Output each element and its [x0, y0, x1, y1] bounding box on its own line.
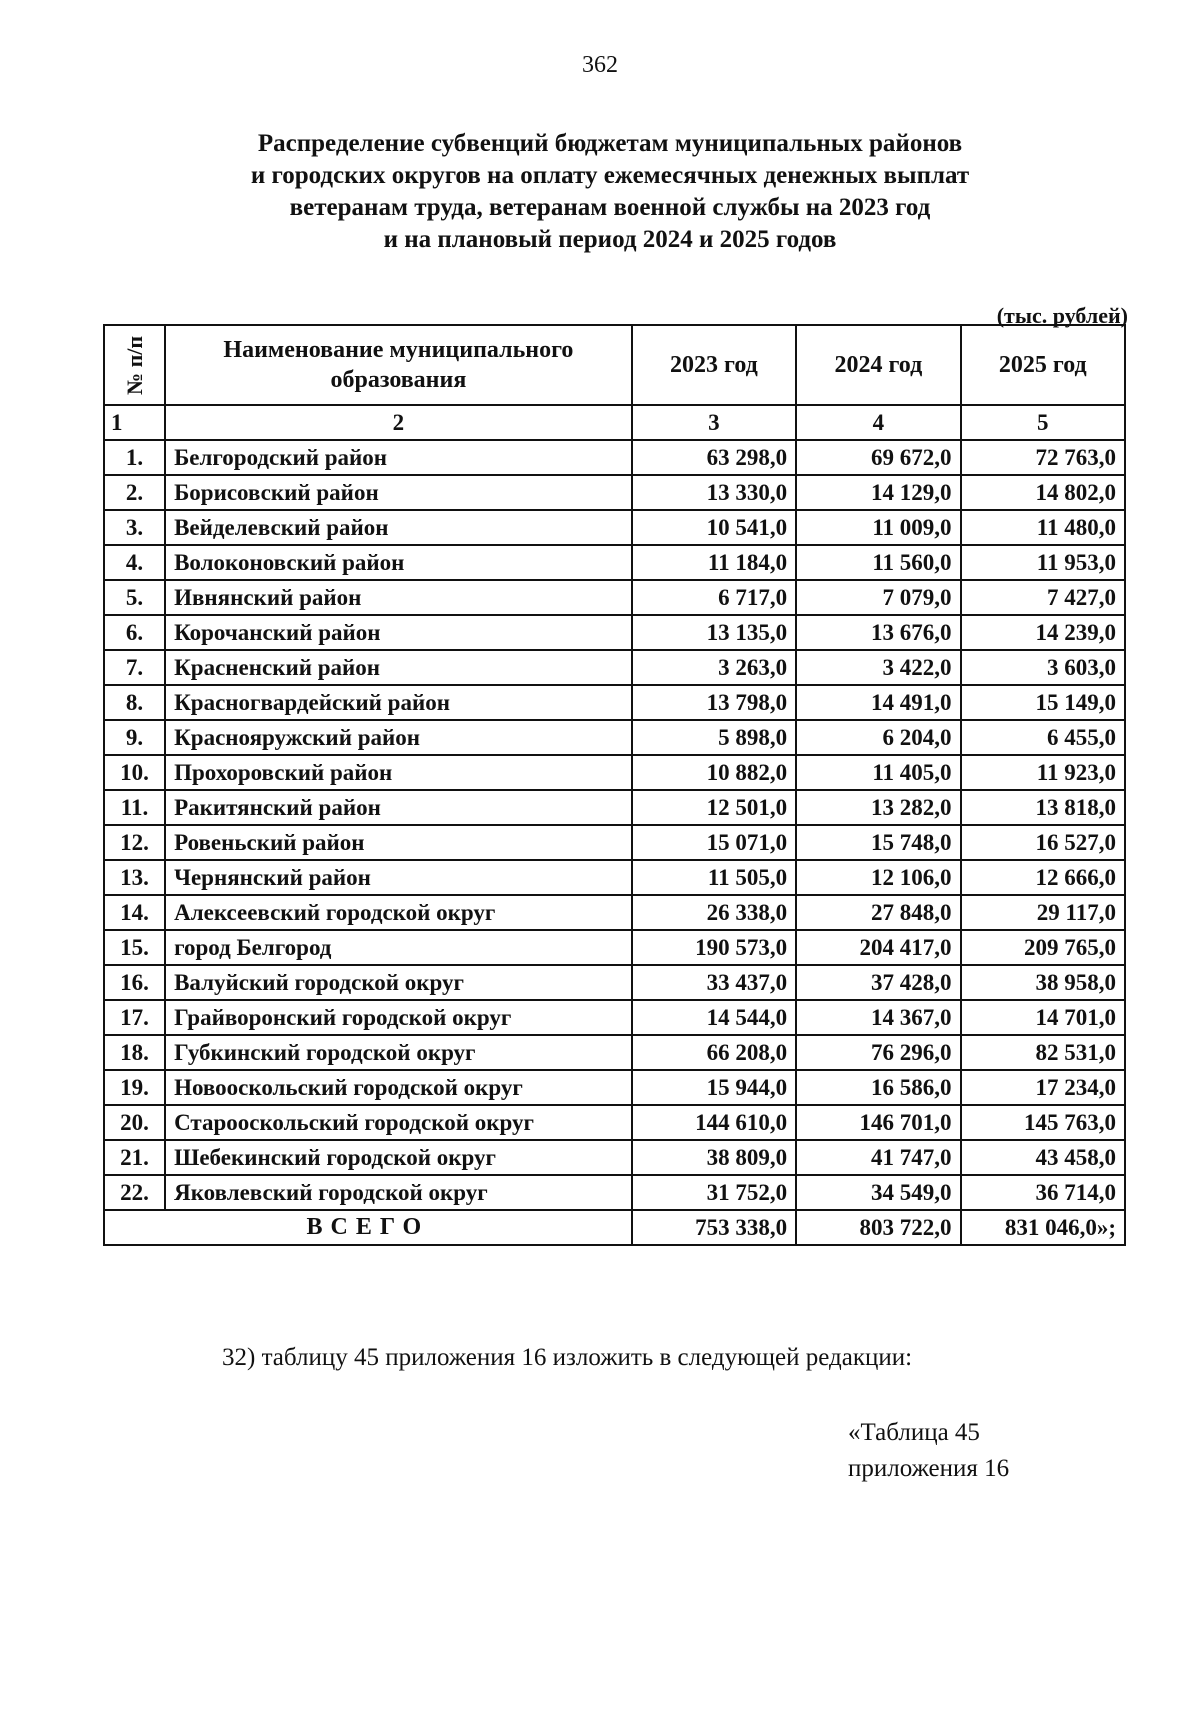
column-index-row [104, 405, 1125, 440]
row-value-2025: 38 958,0 [961, 965, 1125, 1000]
row-name: Ракитянский район [165, 790, 632, 825]
table-row [104, 440, 1125, 475]
row-value-2024: 12 106,0 [796, 860, 960, 895]
table-row [104, 1035, 1125, 1070]
table-row [104, 545, 1125, 580]
row-number: 15. [104, 930, 165, 965]
table-row [104, 790, 1125, 825]
row-number: 19. [104, 1070, 165, 1105]
row-value-2025: 11 480,0 [961, 510, 1125, 545]
row-number: 1. [104, 440, 165, 475]
row-number: 20. [104, 1105, 165, 1140]
row-value-2025: 14 701,0 [961, 1000, 1125, 1035]
row-value-2023: 14 544,0 [632, 1000, 796, 1035]
row-value-2025: 11 953,0 [961, 545, 1125, 580]
index-cell: 2 [165, 405, 632, 440]
table-ref-line: «Таблица 45 [848, 1419, 980, 1446]
row-value-2023: 10 541,0 [632, 510, 796, 545]
row-number: 2. [104, 475, 165, 510]
row-number: 12. [104, 825, 165, 860]
row-name: Чернянский район [165, 860, 632, 895]
row-value-2025: 145 763,0 [961, 1105, 1125, 1140]
row-value-2023: 26 338,0 [632, 895, 796, 930]
row-number: 22. [104, 1175, 165, 1210]
row-number: 5. [104, 580, 165, 615]
row-value-2024: 146 701,0 [796, 1105, 960, 1140]
row-value-2023: 3 263,0 [632, 650, 796, 685]
row-name: Красненский район [165, 650, 632, 685]
header-name: Наименование муниципального образования [165, 325, 632, 405]
row-name: Волоконовский район [165, 545, 632, 580]
table-row [104, 1070, 1125, 1105]
row-value-2023: 5 898,0 [632, 720, 796, 755]
table-row [104, 615, 1125, 650]
row-name: Борисовский район [165, 475, 632, 510]
table-row [104, 825, 1125, 860]
page-number: 362 [582, 52, 618, 78]
row-name: Алексеевский городской округ [165, 895, 632, 930]
row-value-2024: 14 129,0 [796, 475, 960, 510]
row-value-2024: 11 560,0 [796, 545, 960, 580]
row-value-2025: 16 527,0 [961, 825, 1125, 860]
table-row [104, 965, 1125, 1000]
table-row [104, 510, 1125, 545]
row-value-2024: 11 405,0 [796, 755, 960, 790]
row-value-2025: 11 923,0 [961, 755, 1125, 790]
row-name: Новооскольский городской округ [165, 1070, 632, 1105]
row-value-2025: 6 455,0 [961, 720, 1125, 755]
row-value-2023: 190 573,0 [632, 930, 796, 965]
title-line: и городских округов на оплату ежемесячных денежных выплат [250, 162, 970, 189]
table-row [104, 1105, 1125, 1140]
title-line: и на плановый период 2024 и 2025 годов [383, 226, 837, 253]
row-value-2023: 31 752,0 [632, 1175, 796, 1210]
row-value-2024: 7 079,0 [796, 580, 960, 615]
row-value-2024: 14 367,0 [796, 1000, 960, 1035]
row-value-2025: 13 818,0 [961, 790, 1125, 825]
row-value-2023: 12 501,0 [632, 790, 796, 825]
row-value-2025: 82 531,0 [961, 1035, 1125, 1070]
row-value-2023: 11 505,0 [632, 860, 796, 895]
row-name: Красногвардейский район [165, 685, 632, 720]
row-value-2025: 12 666,0 [961, 860, 1125, 895]
row-name: Валуйский городской округ [165, 965, 632, 1000]
header-num: № п/п [104, 325, 165, 405]
row-name: Прохоровский район [165, 755, 632, 790]
row-value-2024: 6 204,0 [796, 720, 960, 755]
row-value-2025: 29 117,0 [961, 895, 1125, 930]
table-row [104, 1175, 1125, 1210]
row-name: Старооскольский городской округ [165, 1105, 632, 1140]
total-2023: 753 338,0 [632, 1210, 796, 1245]
table-row [104, 580, 1125, 615]
title-line: ветеранам труда, ветеранам военной службы на 2023 год [289, 194, 931, 221]
row-value-2024: 16 586,0 [796, 1070, 960, 1105]
table-row [104, 650, 1125, 685]
table-reference [848, 1415, 1009, 1487]
header-2025: 2025 год [961, 325, 1125, 405]
row-value-2023: 13 135,0 [632, 615, 796, 650]
index-cell: 1 [104, 405, 165, 440]
row-value-2023: 13 798,0 [632, 685, 796, 720]
row-number: 21. [104, 1140, 165, 1175]
table-row [104, 475, 1125, 510]
table-row [104, 685, 1125, 720]
table-row [104, 895, 1125, 930]
subvention-table [103, 324, 1126, 1246]
row-name: Грайворонский городской округ [165, 1000, 632, 1035]
row-number: 16. [104, 965, 165, 1000]
table-row [104, 720, 1125, 755]
row-value-2023: 33 437,0 [632, 965, 796, 1000]
row-value-2025: 7 427,0 [961, 580, 1125, 615]
row-number: 14. [104, 895, 165, 930]
row-value-2023: 144 610,0 [632, 1105, 796, 1140]
row-value-2024: 76 296,0 [796, 1035, 960, 1070]
table-row [104, 860, 1125, 895]
row-number: 11. [104, 790, 165, 825]
row-value-2025: 209 765,0 [961, 930, 1125, 965]
row-value-2023: 13 330,0 [632, 475, 796, 510]
amendment-text: 32) таблицу 45 приложения 16 изложить в следующей редакции: [222, 1344, 913, 1371]
row-value-2024: 41 747,0 [796, 1140, 960, 1175]
row-value-2025: 36 714,0 [961, 1175, 1125, 1210]
total-row [104, 1210, 1125, 1245]
table-row [104, 1000, 1125, 1035]
row-value-2024: 11 009,0 [796, 510, 960, 545]
total-2025: 831 046,0»; [961, 1210, 1125, 1245]
row-value-2023: 38 809,0 [632, 1140, 796, 1175]
row-name: город Белгород [165, 930, 632, 965]
row-value-2025: 3 603,0 [961, 650, 1125, 685]
row-number: 3. [104, 510, 165, 545]
row-name: Яковлевский городской округ [165, 1175, 632, 1210]
table-ref-line: приложения 16 [848, 1455, 1010, 1482]
header-2023: 2023 год [632, 325, 796, 405]
row-value-2025: 72 763,0 [961, 440, 1125, 475]
row-name: Вейделевский район [165, 510, 632, 545]
row-number: 10. [104, 755, 165, 790]
units-label: (тыс. рублей) [996, 303, 1128, 328]
row-name: Шебекинский городской округ [165, 1140, 632, 1175]
row-value-2025: 14 802,0 [961, 475, 1125, 510]
row-name: Корочанский район [165, 615, 632, 650]
row-value-2024: 3 422,0 [796, 650, 960, 685]
row-number: 18. [104, 1035, 165, 1070]
row-value-2025: 17 234,0 [961, 1070, 1125, 1105]
table-row [104, 1140, 1125, 1175]
row-value-2024: 27 848,0 [796, 895, 960, 930]
row-value-2024: 14 491,0 [796, 685, 960, 720]
row-value-2024: 69 672,0 [796, 440, 960, 475]
row-value-2023: 66 208,0 [632, 1035, 796, 1070]
row-value-2023: 10 882,0 [632, 755, 796, 790]
index-cell: 4 [796, 405, 960, 440]
row-value-2024: 15 748,0 [796, 825, 960, 860]
row-number: 4. [104, 545, 165, 580]
row-value-2023: 11 184,0 [632, 545, 796, 580]
table-row [104, 930, 1125, 965]
index-cell: 3 [632, 405, 796, 440]
row-number: 17. [104, 1000, 165, 1035]
row-name: Белгородский район [165, 440, 632, 475]
row-value-2024: 13 676,0 [796, 615, 960, 650]
row-value-2024: 34 549,0 [796, 1175, 960, 1210]
row-value-2023: 6 717,0 [632, 580, 796, 615]
row-value-2024: 204 417,0 [796, 930, 960, 965]
header-2024: 2024 год [796, 325, 960, 405]
row-value-2025: 14 239,0 [961, 615, 1125, 650]
row-value-2024: 37 428,0 [796, 965, 960, 1000]
total-label: ВСЕГО [104, 1210, 632, 1245]
row-number: 7. [104, 650, 165, 685]
row-number: 9. [104, 720, 165, 755]
table-header-row [104, 325, 1125, 405]
table-row [104, 755, 1125, 790]
row-name: Ивнянский район [165, 580, 632, 615]
row-number: 8. [104, 685, 165, 720]
row-name: Ровеньский район [165, 825, 632, 860]
row-value-2023: 15 071,0 [632, 825, 796, 860]
row-name: Губкинский городской округ [165, 1035, 632, 1070]
row-number: 13. [104, 860, 165, 895]
row-number: 6. [104, 615, 165, 650]
row-value-2023: 63 298,0 [632, 440, 796, 475]
row-value-2023: 15 944,0 [632, 1070, 796, 1105]
total-2024: 803 722,0 [796, 1210, 960, 1245]
row-value-2025: 43 458,0 [961, 1140, 1125, 1175]
document-title [150, 128, 1070, 256]
index-cell: 5 [961, 405, 1125, 440]
title-line: Распределение субвенций бюджетам муниципальных районов [257, 130, 963, 157]
row-value-2024: 13 282,0 [796, 790, 960, 825]
row-value-2025: 15 149,0 [961, 685, 1125, 720]
row-name: Краснояружский район [165, 720, 632, 755]
